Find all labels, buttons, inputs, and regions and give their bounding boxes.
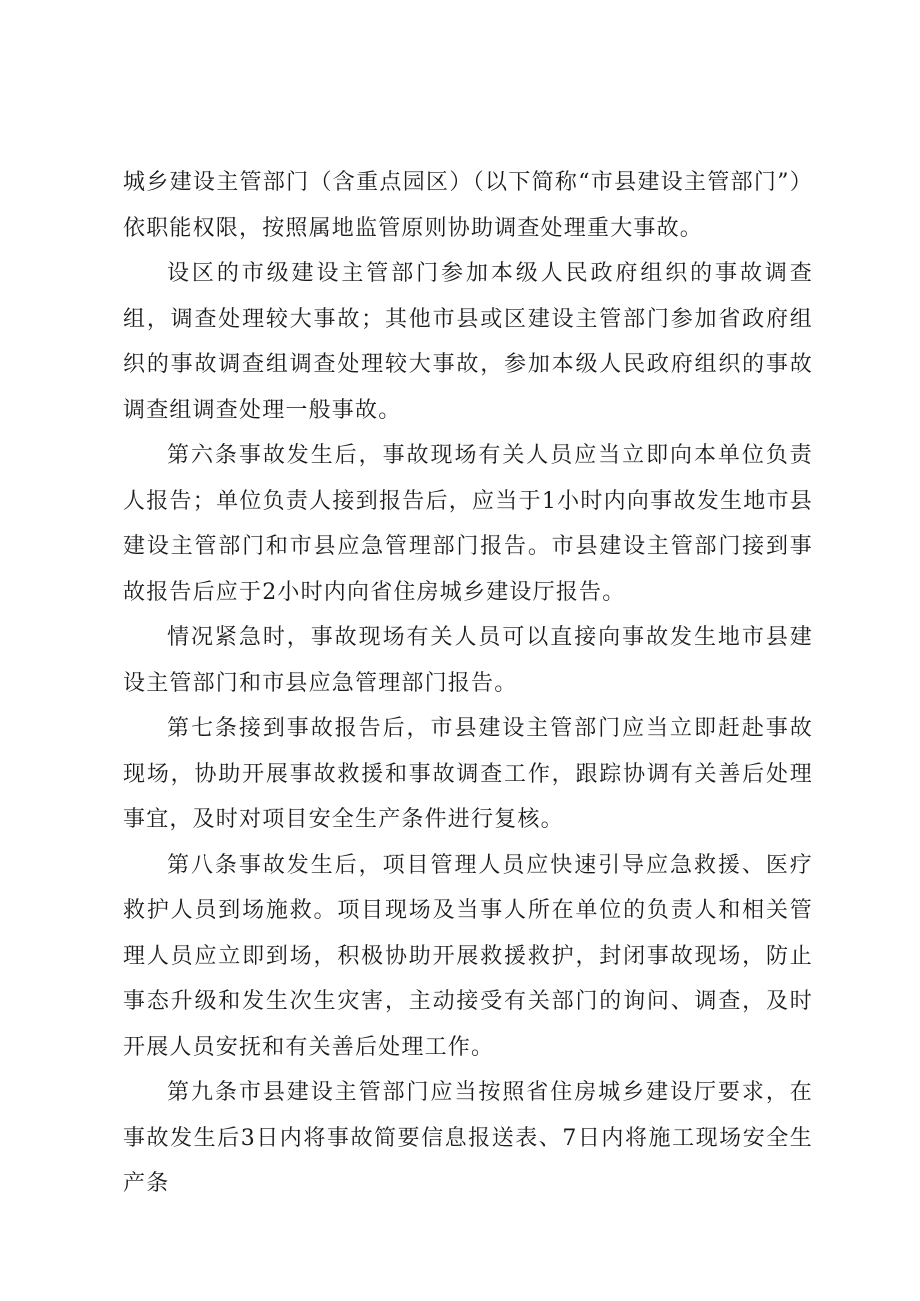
paragraph-article-8: 第八条事故发生后，项目管理人员应快速引导应急救援、医疗救护人员到场施救。项目现场及当事人所在单位的负责人和相关管理人员应立即到场，积极协助开展救援救护，封闭事故现场，防止事态升级和发生次生灾害，主动接受有关部门的询问、调查，及时开展人员安抚和有关善后处理工作。: [123, 852, 813, 1060]
paragraph: 情况紧急时，事故现场有关人员可以直接向事故发生地市县建设主管部门和市县应急管理部门报告。: [123, 625, 813, 696]
paragraph-article-7: 第七条接到事故报告后，市县建设主管部门应当立即赶赴事故现场，协助开展事故救援和事故调查工作，跟踪协调有关善后处理事宜，及时对项目安全生产条件进行复核。: [123, 716, 813, 832]
document-body: [123, 160, 813, 1207]
paragraph-continuation: 城乡建设主管部门（含重点园区）（以下简称“市县建设主管部门”）依职能权限，按照属地监管原则协助调查处理重大事故。: [123, 170, 813, 241]
paragraph-article-9: 第九条市县建设主管部门应当按照省住房城乡建设厅要求，在事故发生后3日内将事故简要信息报送表、7日内将施工现场安全生产条: [123, 1080, 813, 1196]
paragraph-article-6: 第六条事故发生后，事故现场有关人员应当立即向本单位负责人报告；单位负责人接到报告后，应当于1小时内向事故发生地市县建设主管部门和市县应急管理部门报告。市县建设主管部门接到事故报告后应于2小时内向省住房城乡建设厅报告。: [123, 443, 813, 605]
paragraph: 设区的市级建设主管部门参加本级人民政府组织的事故调查组，调查处理较大事故；其他市县或区建设主管部门参加省政府组织的事故调查组调查处理较大事故，参加本级人民政府组织的事故调查组调查处理一般事故。: [123, 261, 813, 423]
